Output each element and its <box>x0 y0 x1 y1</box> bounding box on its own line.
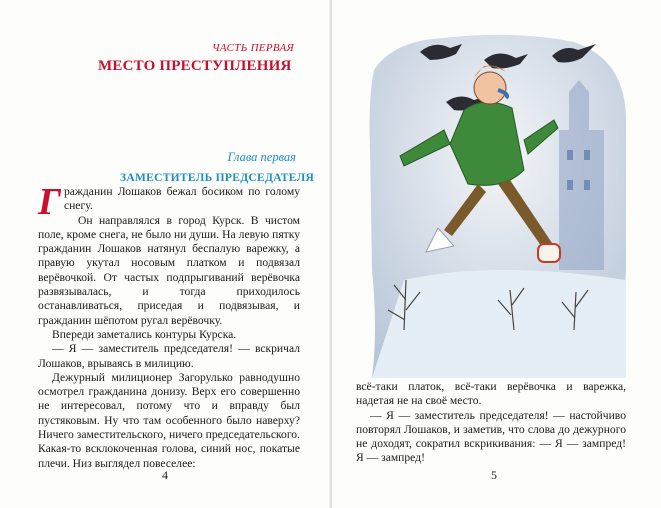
right-page <box>332 0 661 508</box>
right-body-text <box>356 380 626 466</box>
paragraph: Он направлялся в город Курск. В чистом поле, кроме снега, не было ни души. На левую пятку гражданин Лошаков натянул беспалую варежку, а правую укутал носовым платком и подвязал верёвочкой. От частых подпрыгиваний верёвочка развязывалась, и тогда приходилось останавливаться, приседая и подвязывая, и гражданин шёпотом ругал верёвочку. <box>38 213 300 327</box>
drop-cap: Г <box>38 181 61 223</box>
paragraph: Впереди заметались контуры Курска. <box>52 327 237 341</box>
page-number: 5 <box>491 468 497 482</box>
paragraph <box>38 181 300 223</box>
paragraph: всё-таки платок, всё-таки верёвочка и варежка, надетая не на своё место. <box>356 380 626 408</box>
chapter-title: ЗАМЕСТИТЕЛЬ ПРЕДСЕДАТЕЛЯ <box>120 172 315 184</box>
paragraph-text: ражданин Лошаков бежал босиком по голому снегу. <box>63 185 300 213</box>
paragraph: — Я — заместитель председателя! — вскричал Лошаков, врываясь в милицию. <box>38 342 300 370</box>
left-body-text <box>38 181 300 471</box>
page-number: 4 <box>162 468 168 482</box>
chapter-label: Глава первая <box>227 150 296 164</box>
part-label: ЧАСТЬ ПЕРВАЯ <box>212 42 294 54</box>
paragraph: Дежурный милиционер Загорулько равнодушно осмотрел гражданина донизу. Верх его совершенно не интересовал, потому что и вправду был пустяковым. Ну что там особенного было наверху? Ничего заместительского, ничего председательского. Какая-то всклокоченная голова, синий нос, покатые плечи. Низ выглядел повеселее: <box>38 370 300 470</box>
running-man-illustration <box>364 30 632 378</box>
paragraph: — Я — заместитель председателя! — настойчиво повторял Лошаков, и заметив, что слова до дежурного не доходят, сократил вскрикивания: — Я — зампред! Я — зампред! <box>356 408 626 465</box>
part-title: МЕСТО ПРЕСТУПЛЕНИЯ <box>98 58 292 74</box>
